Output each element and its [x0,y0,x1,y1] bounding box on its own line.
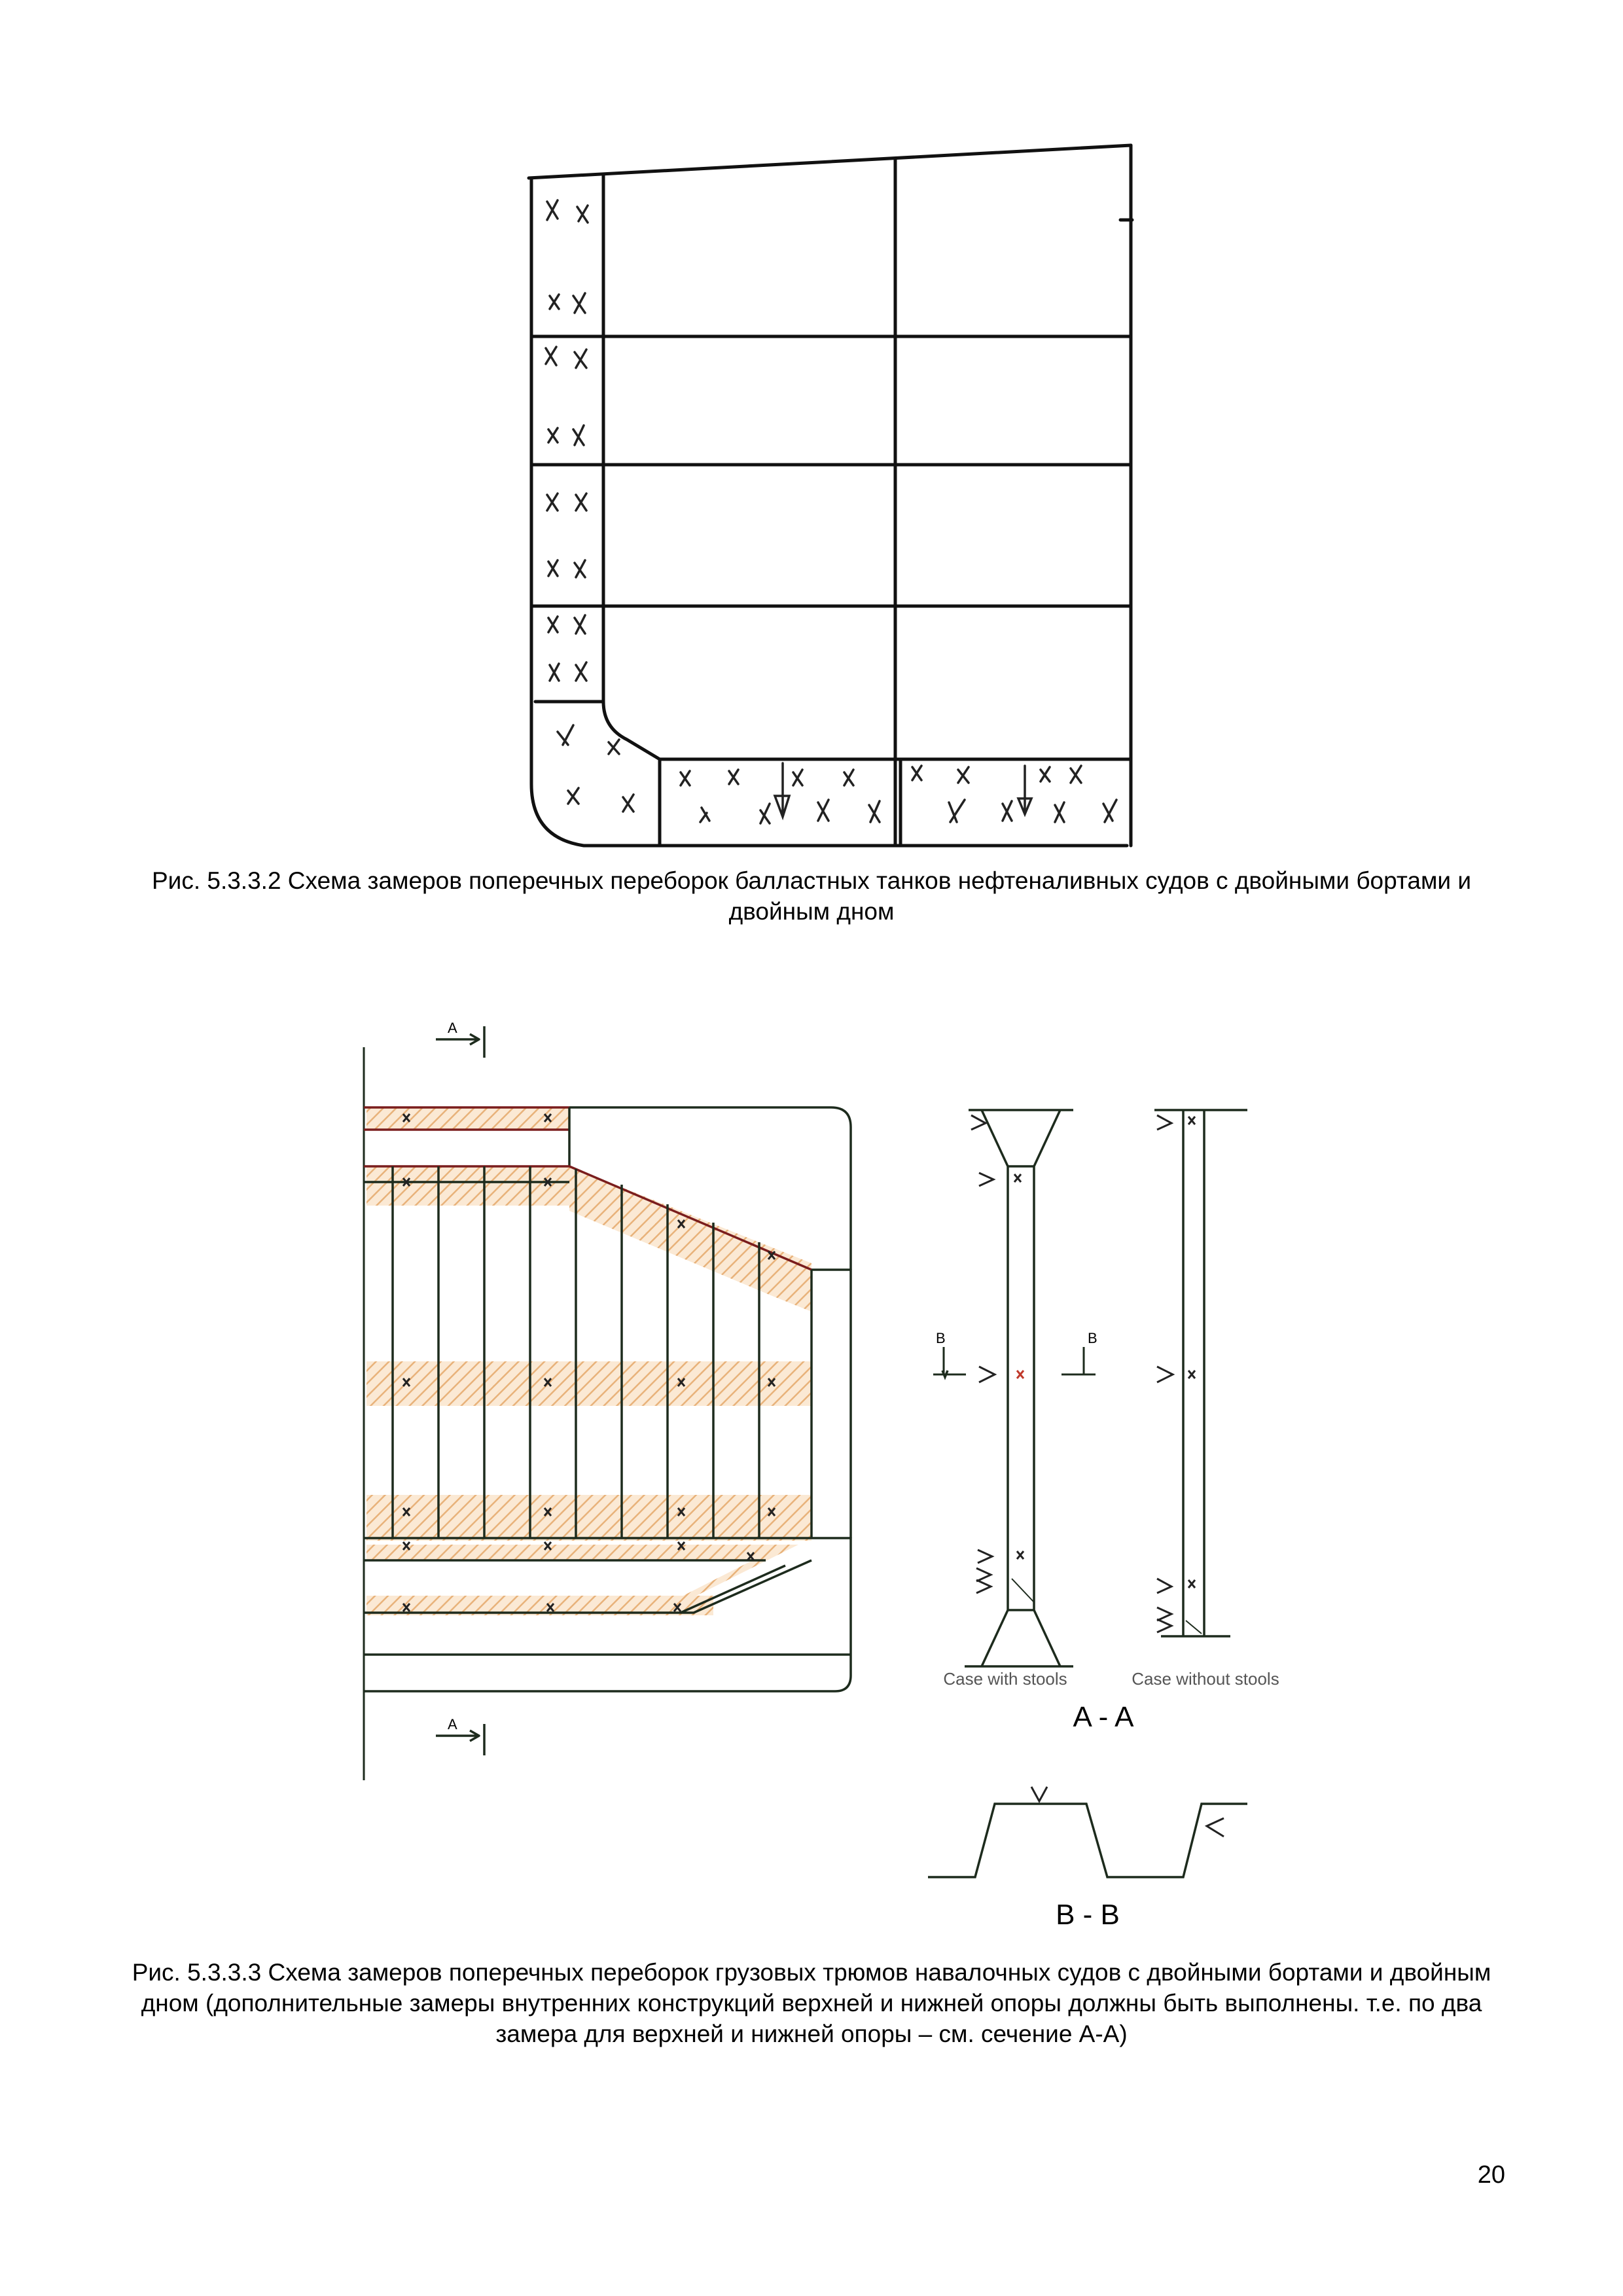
figure-caption: Рис. 5.3.3.2 Схема замеров поперечных переборок балластных танков нефтеналивных судов с двойными бортами и двойным дном [151,867,1472,925]
figure-bulk-carrier-bulkhead-diagram [353,1008,1335,1950]
section-marker-a-bottom: A [448,1716,457,1732]
section-aa-without-stools-marks [1157,1115,1195,1632]
deck-line [529,145,1131,178]
section-aa-with-stools [933,1110,1096,1666]
figure-tanker-bulkhead-diagram [510,131,1152,864]
measurement-marks [546,200,1116,823]
case-without-stools-label: Case without stools [1132,1669,1279,1689]
section-bb-label: B - B [1056,1899,1120,1931]
case-with-stools-label: Case with stools [943,1669,1067,1689]
section-marker-a-top: A [448,1020,457,1036]
section-bb [928,1804,1247,1877]
figure-caption: Рис. 5.3.3.3 Схема замеров поперечных переборок грузовых трюмов навалочных судов с двойными бортами и двойным дном (дополнительные замеры внутренних конструкций верхней и нижней опоры должны быть выполнены. т.е. по два замера для верхней и нижней опоры – см. сечение А-А) [132,1959,1491,2047]
section-aa-label: A - A [1073,1701,1134,1733]
page-number: 20 [1477,2161,1505,2189]
section-marker-b-right: B [1088,1330,1097,1346]
section-aa-marks [971,1115,1024,1593]
side-shell [531,178,1127,846]
section-marker-b-left: B [936,1330,946,1346]
